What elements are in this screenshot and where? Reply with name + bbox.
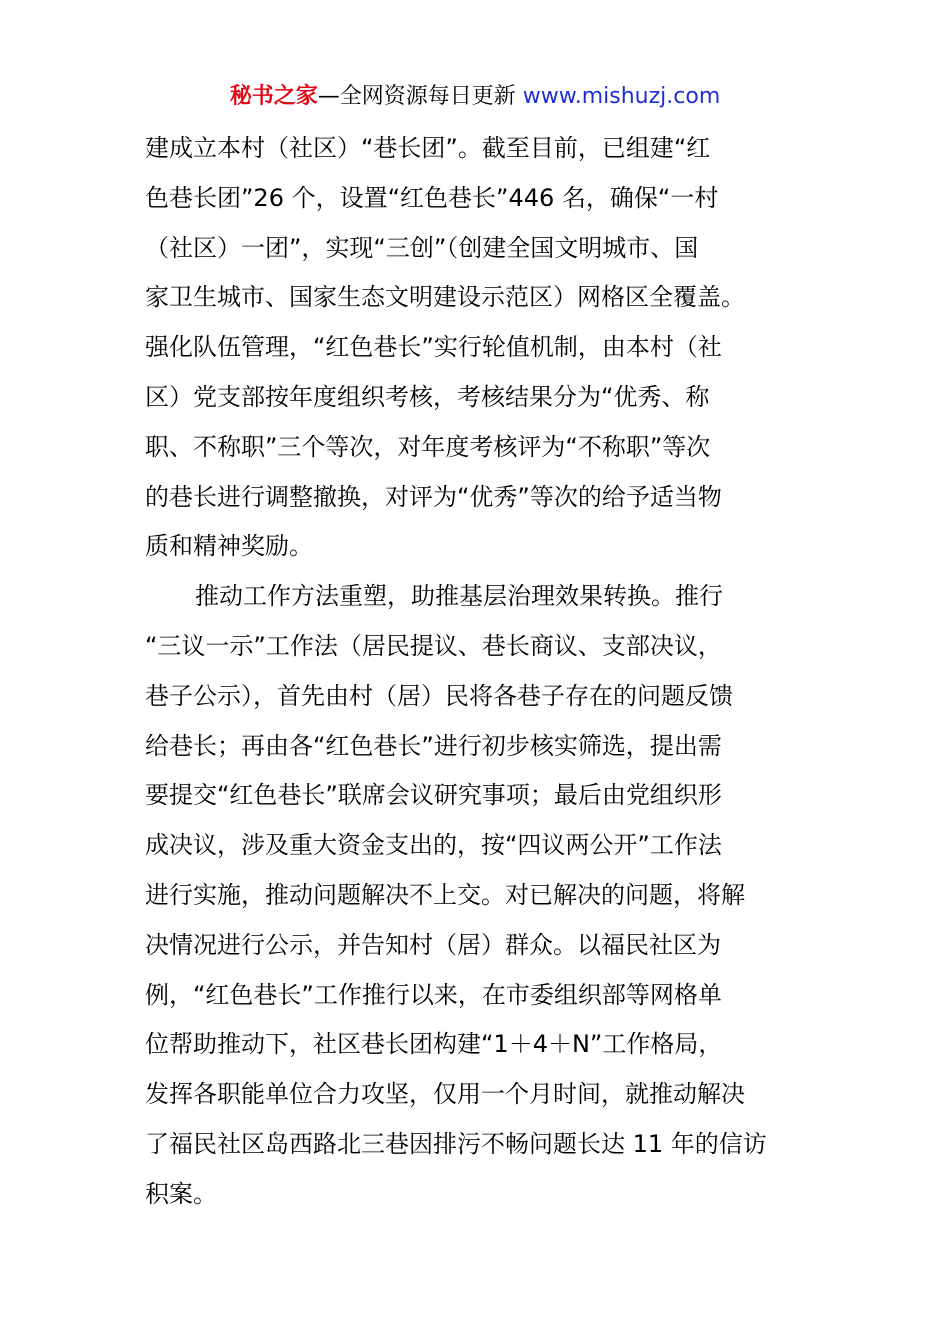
text-line: 强化队伍管理，“红色巷长”实行轮值机制，由本村（社 xyxy=(145,333,722,362)
text-line: 建成立本村（社区）“巷长团”。截至目前，已组建“红 xyxy=(145,134,711,162)
text-line: 位帮助推动下，社区巷长团构建“1＋4＋N”工作格局， xyxy=(145,1030,723,1059)
site-tagline: —全网资源每日更新 xyxy=(317,84,516,109)
text-line: “三议一示”工作法（居民提议、巷长商议、支部决议， xyxy=(145,631,722,660)
text-line: 质和精神奖励。 xyxy=(145,532,313,561)
text-line: 发挥各职能单位合力攻坚，仅用一个月时间，就推动解决 xyxy=(145,1080,745,1109)
text-line: 家卫生城市、国家生态文明建设示范区）网格区全覆盖。 xyxy=(145,283,745,312)
text-line: 的巷长进行调整撤换，对评为“优秀”等次的给予适当物 xyxy=(145,482,722,511)
text-line: 区）党支部按年度组织考核，考核结果分为“优秀、称 xyxy=(145,382,710,411)
text-line: 职、不称职”三个等次，对年度考核评为“不称职”等次 xyxy=(145,432,711,461)
paragraph-1 xyxy=(145,124,815,572)
text-line: 决情况进行公示，并告知村（居）群众。以福民社区为 xyxy=(145,930,721,959)
text-line: （社区）一团”，实现“三创”（创建全国文明城市、国 xyxy=(145,233,699,262)
text-line: 进行实施，推动问题解决不上交。对已解决的问题，将解 xyxy=(145,880,745,909)
text-line: 要提交“红色巷长”联席会议研究事项；最后由党组织形 xyxy=(145,781,722,810)
site-brand: 秘书之家 xyxy=(229,84,318,109)
paragraph-2 xyxy=(145,572,815,1219)
document-body xyxy=(145,124,815,1220)
text-line: 例，“红色巷长”工作推行以来，在市委组织部等网格单 xyxy=(145,980,722,1009)
text-line: 了福民社区岛西路北三巷因排污不畅问题长达 11 年的信访 xyxy=(145,1129,767,1158)
site-url-link[interactable]: www.mishuzj.com xyxy=(522,84,721,109)
text-line: 色巷长团”26 个，设置“红色巷长”446 名，确保“一村 xyxy=(145,183,719,212)
page-header xyxy=(0,82,950,112)
text-line: 推动工作方法重塑，助推基层治理效果转换。推行 xyxy=(195,582,723,611)
text-line: 给巷长；再由各“红色巷长”进行初步核实筛选，提出需 xyxy=(145,731,722,760)
text-line: 成决议，涉及重大资金支出的，按“四议两公开”工作法 xyxy=(145,831,722,860)
text-line: 巷子公示），首先由村（居）民将各巷子存在的问题反馈 xyxy=(145,681,733,710)
text-line: 积案。 xyxy=(145,1179,217,1208)
